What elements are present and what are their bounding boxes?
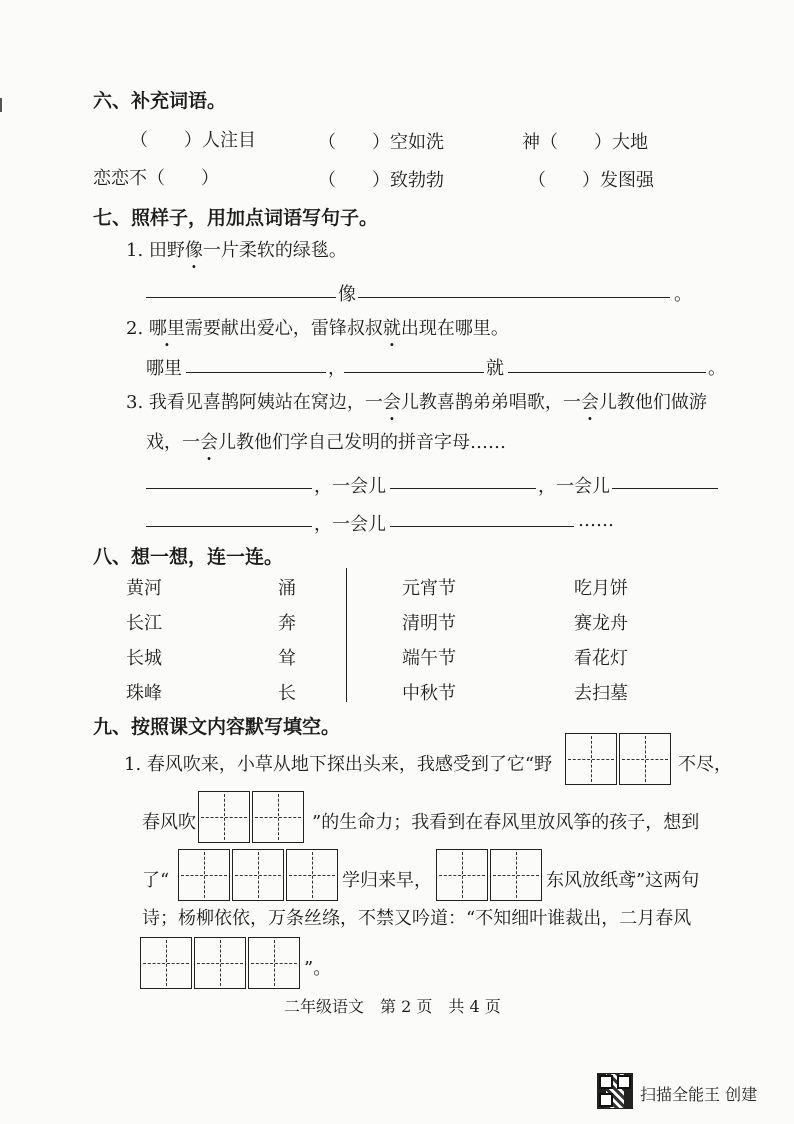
- match-verb-2[interactable]: 奔: [278, 613, 296, 634]
- q2-answer-line-3[interactable]: [508, 372, 706, 373]
- tianzige-cell[interactable]: [198, 791, 250, 843]
- q2-fill-word-2: 就: [486, 358, 504, 379]
- page-footer: 二年级语文 第 2 页 共 4 页: [284, 997, 501, 1016]
- q3-answer-line-1[interactable]: [146, 488, 312, 489]
- idiom-blank-1: （ ）人注目: [130, 130, 256, 151]
- q3-answer-line-2[interactable]: [390, 488, 536, 489]
- s9-line5-end: ”。: [304, 958, 332, 979]
- match-left-2[interactable]: 长江: [126, 613, 162, 634]
- qr-code-icon: [597, 1073, 633, 1109]
- q2-answer-line-2[interactable]: [344, 372, 484, 373]
- idiom-blank-2: （ ）空如洗: [318, 132, 444, 153]
- q1-answer-line-2[interactable]: [358, 297, 670, 298]
- s9-line2-end: ”的生命力；我看到在春风里放风筝的孩子，想到: [312, 812, 700, 833]
- s9-line1-end: 不尽，: [678, 754, 732, 775]
- q1-end: 。: [674, 284, 692, 305]
- match-verb-1[interactable]: 涌: [278, 578, 296, 599]
- idiom-blank-6: （ ）发图强: [528, 170, 654, 191]
- match-festival-4[interactable]: 中秋节: [402, 683, 456, 704]
- tianzige-cell[interactable]: [232, 849, 284, 901]
- match-festival-3[interactable]: 端午节: [402, 648, 456, 669]
- scanner-watermark: 扫描全能王 创建: [640, 1085, 758, 1104]
- tianzige-cell[interactable]: [248, 937, 300, 989]
- idiom-blank-3: 神（ ）大地: [522, 132, 648, 153]
- tianzige-cell[interactable]: [619, 733, 671, 785]
- q2-fill-word-1: 哪里: [146, 358, 182, 379]
- tianzige-cell[interactable]: [286, 849, 338, 901]
- tianzige-group-1: [565, 733, 673, 785]
- q3-answer-line-5[interactable]: [390, 526, 574, 527]
- tianzige-group-2: [198, 791, 306, 843]
- match-custom-3[interactable]: 看花灯: [574, 648, 628, 669]
- q1-answer-line-1[interactable]: [146, 297, 336, 298]
- s9-line4: 诗；杨柳依依，万条丝绦，不禁又吟道：“不知细叶谁裁出，二月春风: [142, 908, 692, 929]
- q3-fill-b: ，一会儿: [538, 476, 610, 497]
- q1-fill-word: 像: [338, 284, 356, 305]
- tianzige-group-5: [140, 937, 302, 989]
- tianzige-cell[interactable]: [194, 937, 246, 989]
- q3-fill-a: ，一会儿: [314, 476, 386, 497]
- match-custom-1[interactable]: 吃月饼: [574, 578, 628, 599]
- q3-answer-line-3[interactable]: [612, 488, 718, 489]
- tianzige-group-4: [436, 849, 544, 901]
- column-divider: [346, 568, 347, 702]
- section6-heading: 六、补充词语。: [93, 90, 227, 112]
- match-custom-4[interactable]: 去扫墓: [574, 683, 628, 704]
- match-verb-3[interactable]: 耸: [278, 648, 296, 669]
- idiom-blank-5: （ ）致勃勃: [318, 170, 444, 191]
- s9-line3-mid: 学归来早，: [342, 870, 432, 891]
- match-verb-4[interactable]: 长: [278, 683, 296, 704]
- section9-heading: 九、按照课文内容默写填空。: [93, 716, 341, 738]
- match-festival-1[interactable]: 元宵节: [402, 578, 456, 599]
- q3-example-line1: 3. 我看见喜鹊阿姨站在窝边，一会儿教喜鹊弟弟唱歌，一会儿教他们做游: [126, 392, 707, 413]
- s9-line3-start: 了“: [142, 870, 170, 891]
- s9-line3-end: 东风放纸鸢”这两句: [546, 870, 700, 891]
- s9-line2-start: 春风吹: [142, 812, 196, 833]
- match-left-3[interactable]: 长城: [126, 648, 162, 669]
- q3-example-line2: 戏，一会儿教他们学自己发明的拼音字母……: [146, 432, 506, 453]
- s9-line1-text: 1. 春风吹来，小草从地下探出头来，我感受到了它“野: [124, 754, 553, 775]
- q2-example: 2. 哪里需要献出爱心，雷锋叔叔就出现在哪里。: [126, 318, 509, 339]
- tianzige-cell[interactable]: [490, 849, 542, 901]
- match-left-4[interactable]: 珠峰: [126, 683, 162, 704]
- tianzige-cell[interactable]: [565, 733, 617, 785]
- tianzige-cell[interactable]: [436, 849, 488, 901]
- idiom-blank-4: 恋恋不（ ）: [93, 168, 219, 189]
- q2-comma: ，: [328, 358, 346, 379]
- q2-end: 。: [708, 358, 726, 379]
- scan-edge-mark: [0, 98, 2, 112]
- tianzige-group-3: [178, 849, 340, 901]
- q3-fill-c: ，一会儿: [314, 514, 386, 535]
- q1-example: 1. 田野像一片柔软的绿毯。: [126, 240, 347, 261]
- q3-answer-line-4[interactable]: [146, 526, 312, 527]
- match-left-1[interactable]: 黄河: [126, 578, 162, 599]
- match-festival-2[interactable]: 清明节: [402, 613, 456, 634]
- tianzige-cell[interactable]: [140, 937, 192, 989]
- q2-answer-line-1[interactable]: [186, 372, 326, 373]
- match-custom-2[interactable]: 赛龙舟: [574, 613, 628, 634]
- section8-heading: 八、想一想，连一连。: [93, 546, 284, 568]
- tianzige-cell[interactable]: [252, 791, 304, 843]
- q3-fill-end: ……: [578, 510, 614, 531]
- section7-heading: 七、照样子，用加点词语写句子。: [93, 207, 379, 229]
- tianzige-cell[interactable]: [178, 849, 230, 901]
